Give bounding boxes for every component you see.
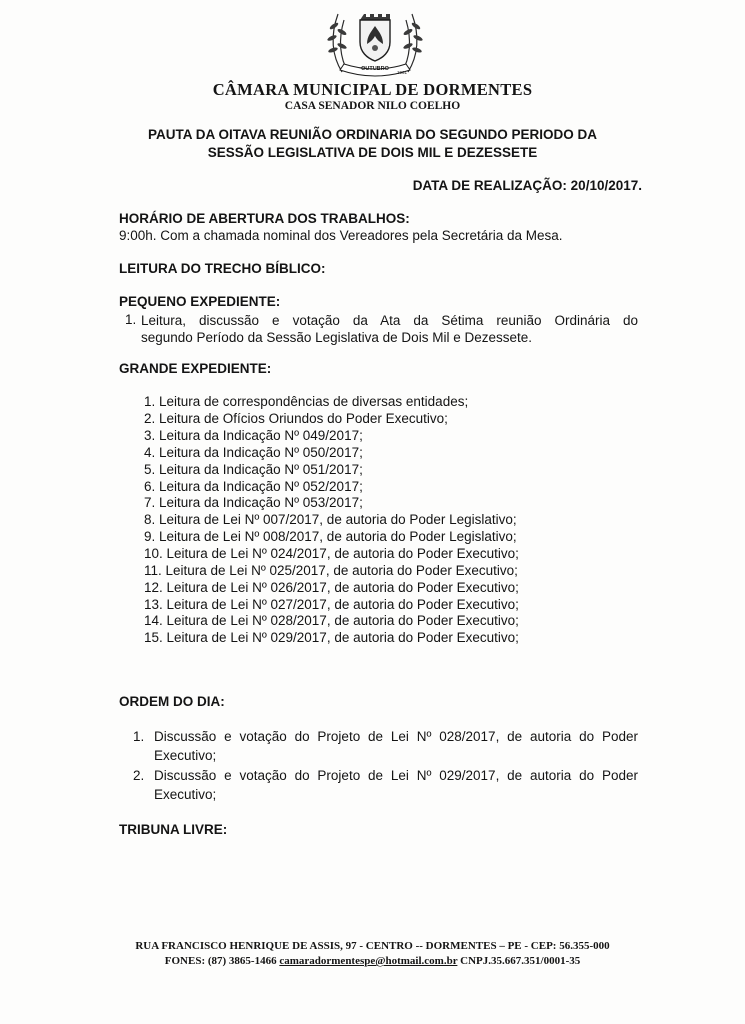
- meeting-date: DATA DE REALIZAÇÃO: 20/10/2017.: [412, 178, 642, 193]
- svg-text:OUTUBRO: OUTUBRO: [361, 66, 389, 72]
- free-tribune-heading: TRIBUNA LIVRE:: [119, 822, 228, 837]
- list-item-number: 2.: [133, 768, 145, 783]
- bible-reading-heading: LEITURA DO TRECHO BÍBLICO:: [119, 261, 326, 276]
- list-item: 4. Leitura da Indicação Nº 050/2017;: [144, 445, 363, 460]
- list-item-line-1: Leitura, discussão e votação da Ata da Sétima reunião Ordinária do: [141, 313, 638, 328]
- list-item-number: 1.: [125, 312, 137, 327]
- list-item: 15. Leitura de Lei Nº 029/2017, de autoria do Poder Executivo;: [144, 630, 519, 645]
- list-item: 2. Leitura de Ofícios Oriundos do Poder Executivo;: [144, 411, 448, 426]
- list-item-number: 1.: [133, 729, 145, 744]
- list-item: 10. Leitura de Lei Nº 024/2017, de autoria do Poder Executivo;: [144, 546, 519, 561]
- document-title-line-1: PAUTA DA OITAVA REUNIÃO ORDINARIA DO SEGUNDO PERIODO DA: [147, 127, 597, 142]
- list-item: 1. Leitura de correspondências de diversas entidades;: [144, 394, 469, 409]
- opening-text: 9:00h. Com a chamada nominal dos Vereadores pela Secretária da Mesa.: [119, 228, 563, 243]
- order-of-day-heading: ORDEM DO DIA:: [119, 694, 225, 709]
- footer-phones: FONES: (87) 3865-1466: [164, 955, 277, 967]
- document-title-line-2: SESSÃO LEGISLATIVA DE DOIS MIL E DEZESSETE: [207, 145, 538, 160]
- organization-name: CÂMARA MUNICIPAL DE DORMENTES: [212, 80, 533, 99]
- footer-contact: [0, 955, 745, 967]
- list-item-line-2: segundo Período da Sessão Legislativa de Dois Mil e Dezessete.: [141, 330, 532, 345]
- footer-address: RUA FRANCISCO HENRIQUE DE ASSIS, 97 - CENTRO -- DORMENTES – PE - CEP: 56.355-000: [135, 940, 610, 952]
- list-item-line-2: Executivo;: [154, 748, 217, 763]
- svg-text:1961: 1961: [396, 70, 408, 75]
- list-item: 3. Leitura da Indicação Nº 049/2017;: [144, 428, 363, 443]
- list-item: 11. Leitura de Lei Nº 025/2017, de autoria do Poder Executivo;: [144, 563, 518, 578]
- list-item: 7. Leitura da Indicação Nº 053/2017;: [144, 495, 363, 510]
- footer-cnpj: CNPJ.35.667.351/0001-35: [460, 955, 581, 967]
- list-item-line-1: Discussão e votação do Projeto de Lei Nº 029/2017, de autoria do Poder: [154, 768, 638, 783]
- opening-heading: HORÁRIO DE ABERTURA DOS TRABALHOS:: [119, 211, 410, 226]
- list-item: 8. Leitura de Lei Nº 007/2017, de autoria do Poder Legislativo;: [144, 512, 517, 527]
- list-item: 13. Leitura de Lei Nº 027/2017, de autoria do Poder Executivo;: [144, 597, 519, 612]
- list-item: 6. Leitura da Indicação Nº 052/2017;: [144, 479, 363, 494]
- list-item: 14. Leitura de Lei Nº 028/2017, de autoria do Poder Executivo;: [144, 613, 519, 628]
- list-item: 5. Leitura da Indicação Nº 051/2017;: [144, 462, 363, 477]
- organization-subtitle: CASA SENADOR NILO COELHO: [284, 100, 461, 112]
- list-item-line-2: Executivo;: [154, 787, 217, 802]
- list-item: 9. Leitura de Lei Nº 008/2017, de autoria do Poder Legislativo;: [144, 529, 517, 544]
- list-item-line-1: Discussão e votação do Projeto de Lei Nº 028/2017, de autoria do Poder: [154, 729, 638, 744]
- list-item: 12. Leitura de Lei Nº 026/2017, de autoria do Poder Executivo;: [144, 580, 519, 595]
- grand-expedient-heading: GRANDE EXPEDIENTE:: [119, 361, 272, 376]
- small-expedient-heading: PEQUENO EXPEDIENTE:: [119, 294, 281, 309]
- municipal-crest-logo: [322, 6, 428, 82]
- footer-email-link[interactable]: camaradormentespe@hotmail.com.br: [279, 955, 458, 967]
